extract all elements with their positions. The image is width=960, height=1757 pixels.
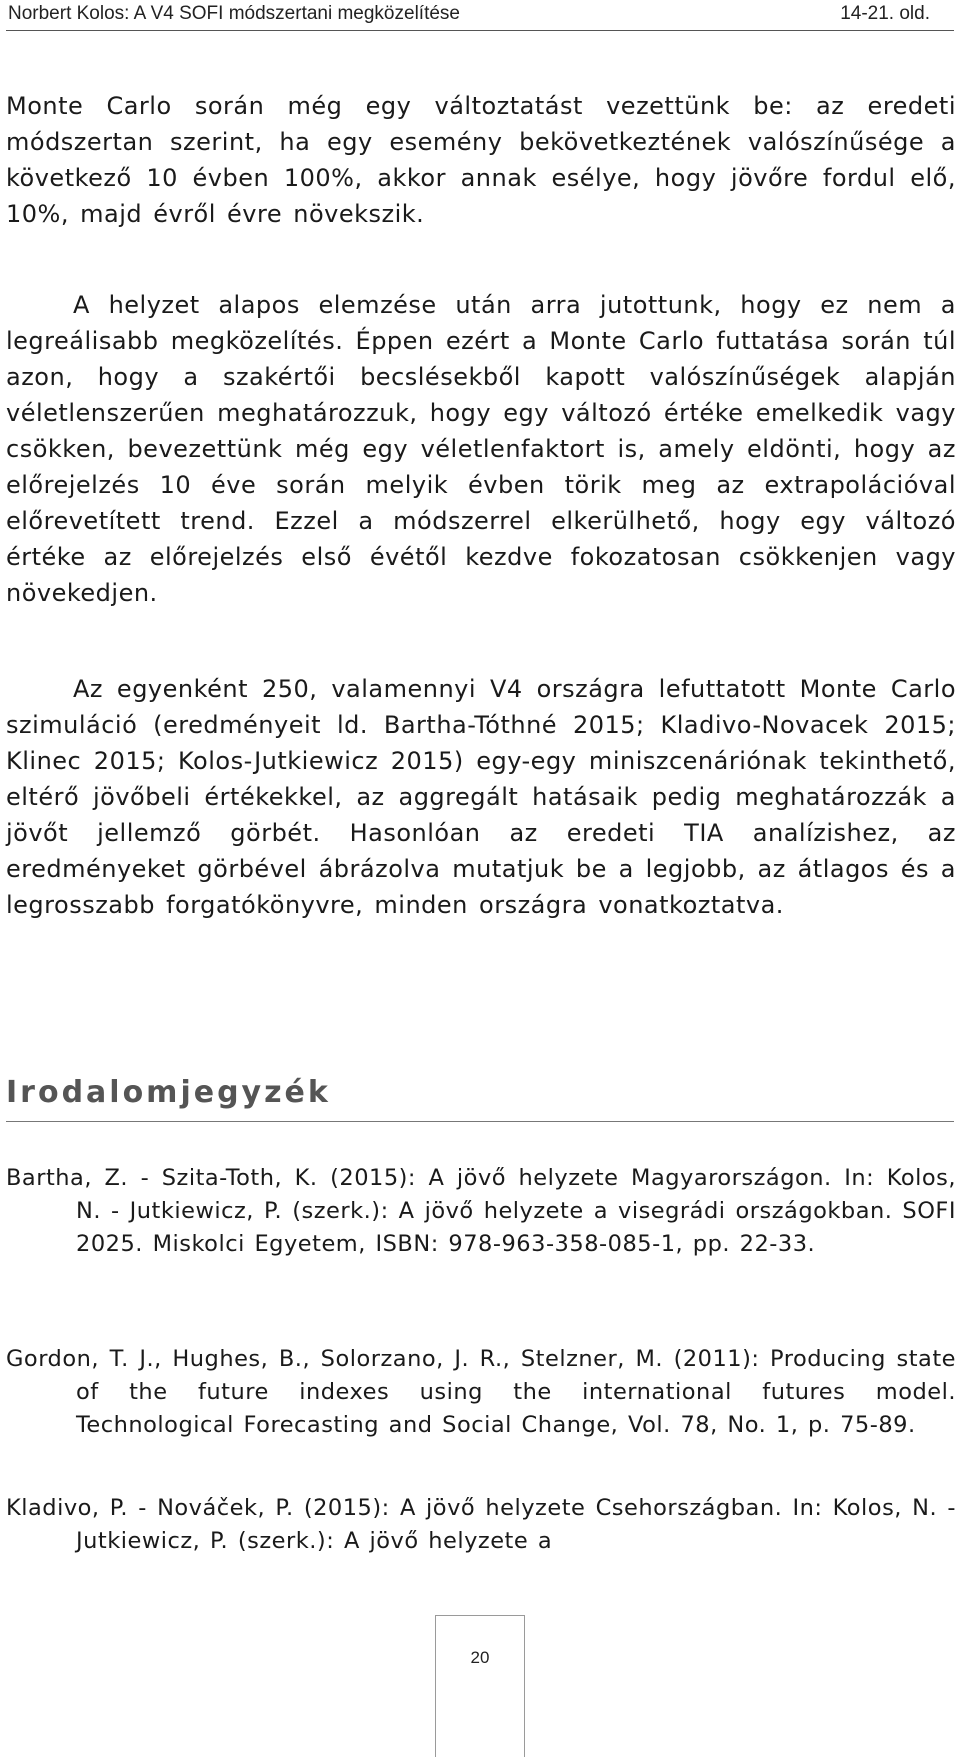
body-paragraph: Az egyenként 250, valamennyi V4 országra lefuttatott Monte Carlo szimuláció (eredményeit ld. Bartha-Tóthné 2015; Kladivo-Novacek 2015; Klinec 2015; Kolos-Jutkiewicz 2015) egy-egy miniszcenáriónak tekinthető, eltérő jövőbeli értékekkel, az aggregált hatásaik pedig meghatározzák a jövőt jellemző görbét. Hasonlóan az eredeti TIA analízishez, az eredményeket görbével ábrázolva mutatjuk be a legjobb, az átlagos és a legrosszabb forgatókönyvre, minden országra vonatkoztatva. (6, 675, 956, 919)
reference-text: Bartha, Z. - Szita-Toth, K. (2015): A jövő helyzete Magyarországon. In: Kolos, N. - Jutkiewicz, P. (szerk.): A jövő helyzete a visegrádi országokban. SOFI 2025. Miskolci Egyetem, ISBN: 978-963-358-085-1, pp. 22-33. (6, 1165, 956, 1257)
page-number: 20 (470, 1648, 490, 1667)
page-header (6, 0, 954, 31)
body-paragraph: A helyzet alapos elemzése után arra jutottunk, hogy ez nem a legreálisabb megközelítés. Éppen ezért a Monte Carlo futtatása során túl azon, hogy a szakértői becslésekből kapott valószínűségek alapján véletlenszerűen meghatározzuk, hogy egy változó értéke emelkedik vagy csökken, bevezettünk még egy véletlenfaktort is, amely eldönti, hogy az előrejelzés 10 éve során melyik évben törik meg az extrapolációval előrevetített trend. Ezzel a módszerrel elkerülhető, hogy egy változó értéke az előrejelzés első évétől kezdve fokozatosan csökkenjen vagy növekedjen. (6, 291, 956, 607)
reference-entry (6, 1492, 956, 1558)
reference-entry (6, 1162, 956, 1261)
section-heading: Irodalomjegyzék (6, 1075, 331, 1110)
reference-entry (6, 1343, 956, 1442)
body-paragraph-block-1 (6, 88, 956, 232)
running-header-pages: 14-21. old. (840, 3, 930, 24)
section-divider (6, 1121, 954, 1122)
page-number-box (435, 1615, 525, 1757)
body-paragraph-block-2 (6, 287, 956, 611)
body-paragraph: Monte Carlo során még egy változtatást vezettünk be: az eredeti módszertan szerint, ha egy esemény bekövetkeztének valószínűsége a következő 10 évben 100%, akkor annak esélye, hogy jövőre fordul elő, 10%, majd évről évre növekszik. (6, 92, 956, 228)
reference-text: Kladivo, P. - Nováček, P. (2015): A jövő helyzete Csehországban. In: Kolos, N. - Jutkiewicz, P. (szerk.): A jövő helyzete a (6, 1495, 956, 1554)
body-paragraph-block-3 (6, 671, 956, 923)
reference-text: Gordon, T. J., Hughes, B., Solorzano, J. R., Stelzner, M. (2011): Producing state of the future indexes using the international futures model. Technological Forecasting and Social Change, Vol. 78, No. 1, p. 75-89. (6, 1346, 956, 1438)
running-header-title: Norbert Kolos: A V4 SOFI módszertani megközelítése (8, 3, 460, 24)
